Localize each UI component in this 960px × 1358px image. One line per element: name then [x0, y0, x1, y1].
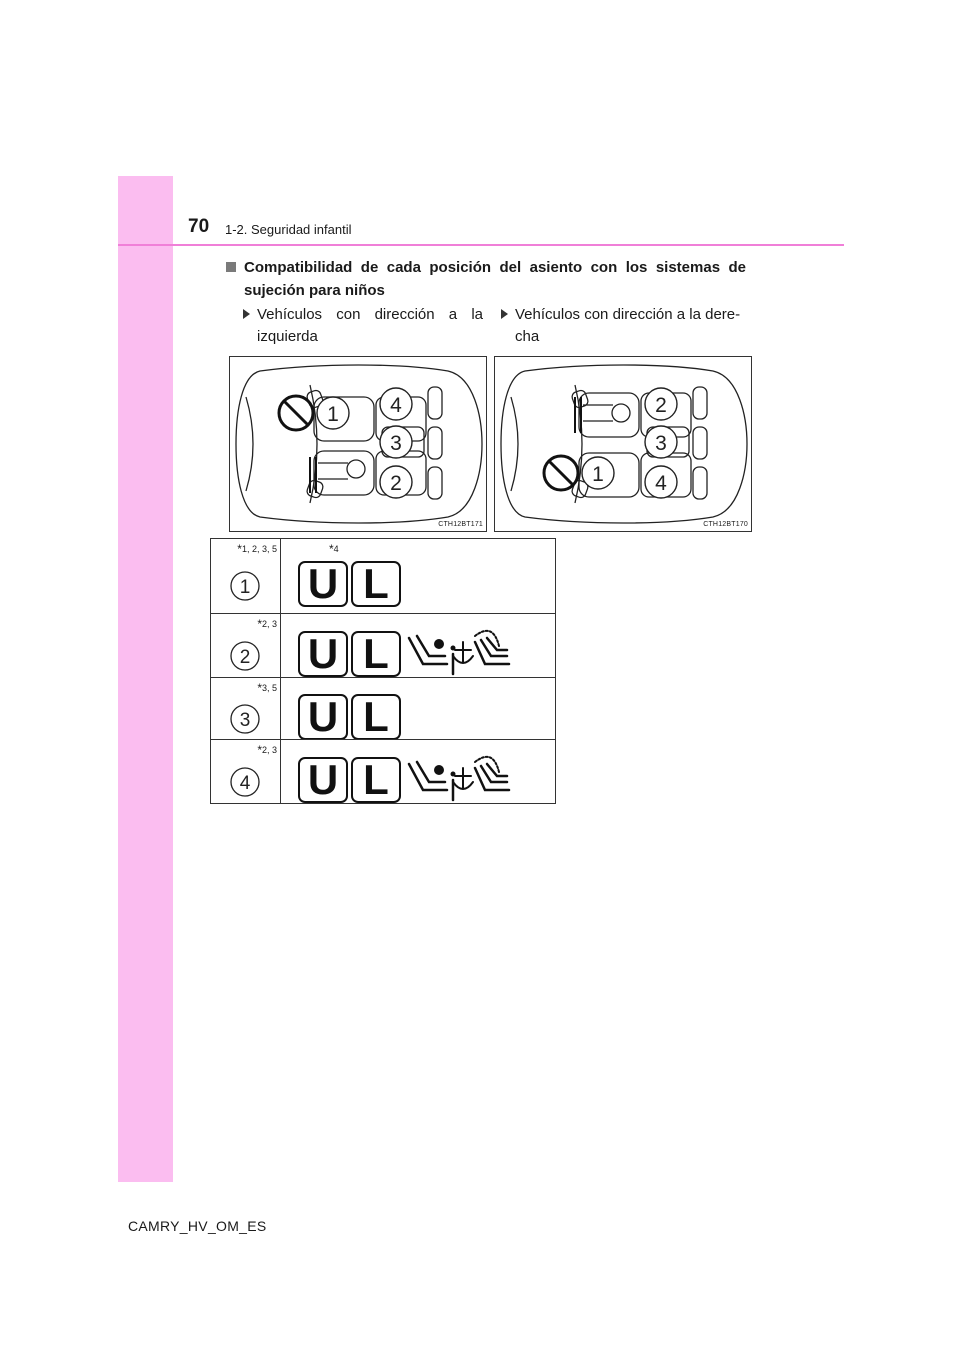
svg-text:L: L — [363, 630, 389, 677]
footnote-ref: *4 — [329, 542, 339, 556]
page-number: 70 — [188, 216, 210, 237]
seat-label-3: 3 — [655, 432, 667, 455]
isofix-anchor-icon — [453, 757, 509, 790]
seat-position-icon — [231, 642, 259, 670]
seat-position-icon — [231, 572, 259, 600]
isofix-anchor-icon — [453, 631, 509, 664]
svg-text:L: L — [363, 693, 389, 740]
bullet-right-hand-drive: Vehículos con dirección a la dere- cha — [501, 304, 749, 348]
seat-label-2: 2 — [390, 472, 402, 495]
lap-belt-l-icon — [352, 756, 400, 803]
seat-position-icon — [231, 705, 259, 733]
diagram-code: CTH12BT171 — [438, 521, 483, 528]
seat-position-icon — [231, 768, 259, 796]
diagram-left-hand-drive — [229, 356, 487, 532]
isofix-seat-icon — [409, 636, 456, 674]
footnote-ref: *1, 2, 3, 5 — [237, 542, 277, 556]
seat-label-3: 3 — [390, 432, 402, 455]
universal-u-icon — [299, 693, 347, 740]
svg-text:U: U — [307, 756, 339, 803]
svg-text:2: 2 — [239, 647, 251, 668]
lap-belt-l-icon — [352, 630, 400, 677]
footnote-ref: *2, 3 — [257, 617, 277, 631]
svg-text:U: U — [307, 560, 339, 607]
svg-text:3: 3 — [239, 710, 251, 731]
universal-u-icon — [299, 756, 347, 803]
diagram-code: CTH12BT170 — [703, 521, 748, 528]
lap-belt-l-icon — [352, 560, 400, 607]
seat-label-4: 4 — [655, 472, 667, 495]
triangle-bullet-icon — [243, 309, 250, 319]
bullet-left-hand-drive: Vehículos con dirección a la izquierda — [243, 304, 483, 348]
svg-text:L: L — [363, 756, 389, 803]
table-row — [211, 539, 555, 613]
universal-u-icon — [299, 630, 347, 677]
svg-text:U: U — [307, 630, 339, 677]
doc-code: CAMRY_HV_OM_ES — [128, 1218, 267, 1234]
table-row — [211, 613, 555, 678]
table-row — [211, 739, 555, 804]
seat-label-4: 4 — [390, 394, 402, 417]
diagram-right-hand-drive — [494, 356, 752, 532]
side-tab — [118, 176, 173, 1182]
isofix-seat-icon — [409, 762, 456, 800]
compatibility-table — [210, 538, 556, 804]
lap-belt-l-icon — [352, 693, 400, 740]
svg-text:1: 1 — [239, 577, 251, 598]
car-top-view-icon — [230, 357, 486, 531]
footnote-ref: *2, 3 — [257, 743, 277, 757]
universal-u-icon — [299, 560, 347, 607]
section-heading: Compatibilidad de cada posición del asiento con los sistemas de sujeción para niños — [226, 256, 746, 302]
car-top-view-icon — [495, 357, 751, 531]
square-bullet-icon — [226, 262, 236, 272]
header-rule — [118, 244, 844, 246]
seat-label-1: 1 — [327, 403, 339, 426]
footnote-ref: *3, 5 — [257, 681, 277, 695]
seat-label-1: 1 — [592, 463, 604, 486]
running-head: 1-2. Seguridad infantil — [225, 222, 352, 237]
seat-label-2: 2 — [655, 394, 667, 417]
table-row — [211, 677, 555, 740]
svg-text:4: 4 — [239, 773, 251, 794]
svg-text:U: U — [307, 693, 339, 740]
triangle-bullet-icon — [501, 309, 508, 319]
svg-text:L: L — [363, 560, 389, 607]
